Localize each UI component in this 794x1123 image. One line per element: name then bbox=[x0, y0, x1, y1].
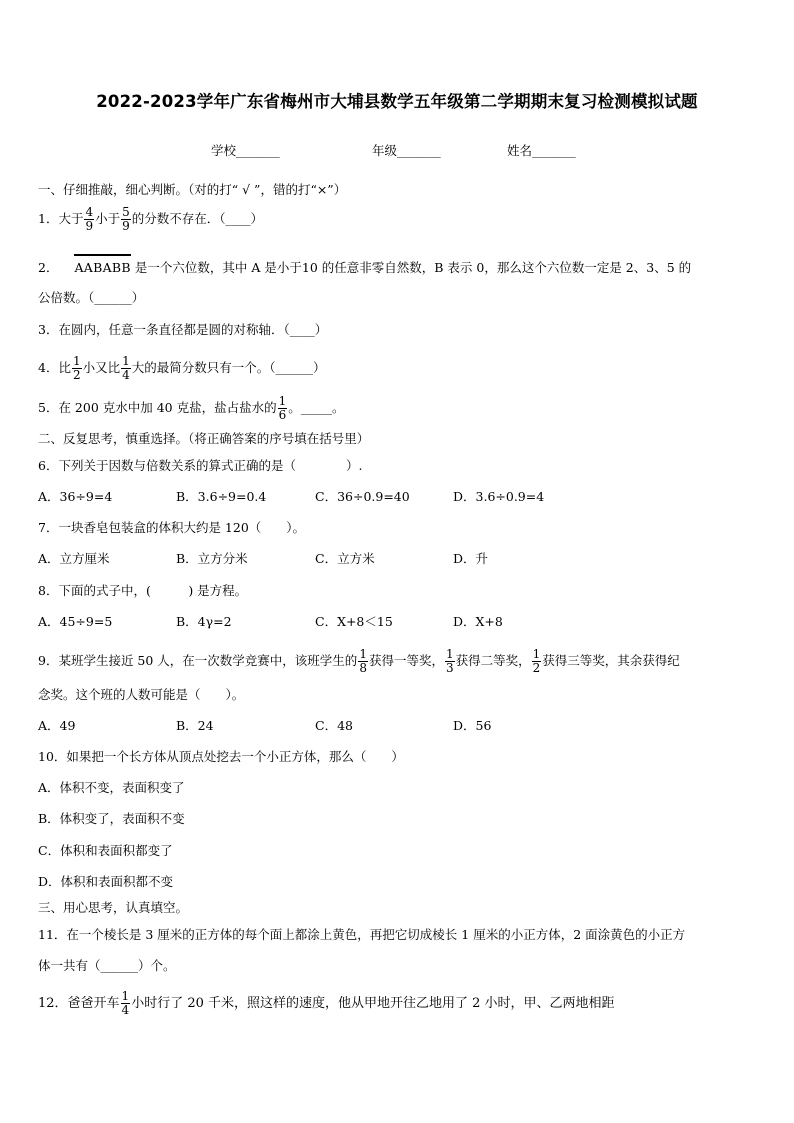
q9-fraction-1 bbox=[358, 648, 368, 675]
q9-fraction-2 bbox=[445, 648, 455, 675]
q9-t3: 获得三等奖，其余获得纪 bbox=[542, 653, 680, 668]
grade-blank: _______ bbox=[397, 143, 441, 158]
question-8: 8．下面的式子中，( ) 是方程。 bbox=[38, 583, 248, 598]
q4-f1-num: 1 bbox=[72, 354, 81, 368]
q4-pre: 4．比 bbox=[38, 360, 71, 375]
q5-post: 。_____。 bbox=[288, 400, 345, 415]
q9-fraction-3 bbox=[532, 648, 542, 675]
q9-f1-den: 8 bbox=[359, 661, 367, 675]
q10-option-d: D．体积和表面积都不变 bbox=[38, 874, 174, 889]
q12-pre: 12．爸爸开车 bbox=[38, 996, 120, 1011]
q5-pre: 5．在 200 克水中加 40 克盐，盐占盐水的 bbox=[38, 400, 277, 415]
q7-option-d: D．升 bbox=[453, 551, 489, 566]
q8-option-c: C．X+8＜15 bbox=[315, 614, 393, 629]
question-1 bbox=[38, 206, 263, 233]
q1-mid: 小于 bbox=[95, 211, 121, 226]
q2-num: 2． bbox=[38, 260, 59, 275]
q10-option-b: B．体积变了，表面积不变 bbox=[38, 811, 185, 826]
grade-label: 年级 bbox=[372, 143, 398, 158]
q4-f2-num: 1 bbox=[122, 354, 130, 368]
section-3-heading: 三、用心思考，认真填空。 bbox=[38, 900, 189, 915]
school-blank: _______ bbox=[236, 143, 280, 158]
question-6: 6．下列关于因数与倍数关系的算式正确的是（ ）. bbox=[38, 458, 363, 473]
q12-post: 小时行了 20 千米，照这样的速度，他从甲地开往乙地用了 2 小时，甲、乙两地相距 bbox=[131, 996, 615, 1011]
question-2 bbox=[38, 254, 691, 277]
q8-option-a: A．45÷9=5 bbox=[38, 614, 113, 629]
q1-f1-num: 4 bbox=[85, 205, 94, 219]
q4-fraction-1 bbox=[72, 355, 82, 382]
q10-option-c: C．体积和表面积都变了 bbox=[38, 843, 173, 858]
q7-option-a: A．立方厘米 bbox=[38, 551, 110, 566]
section-1-heading: 一、仔细推敲，细心判断。（对的打“ √ ”，错的打“×”） bbox=[38, 182, 347, 197]
q6-option-c: C．36÷0.9=40 bbox=[315, 489, 410, 504]
q1-pre: 1．大于 bbox=[38, 211, 84, 226]
name-blank: _______ bbox=[532, 143, 576, 158]
q1-post: 的分数不存在．（____） bbox=[131, 211, 264, 226]
q12-fraction bbox=[121, 990, 131, 1017]
page-title: 2022-2023学年广东省梅州市大埔县数学五年级第二学期期末复习检测模拟试题 bbox=[96, 92, 698, 111]
q5-f-num: 1 bbox=[278, 394, 287, 408]
q5-f-den: 6 bbox=[278, 408, 287, 422]
question-9 bbox=[38, 648, 680, 675]
q6-option-d: D．3.6÷0.9=4 bbox=[453, 489, 545, 504]
q9-f2-den: 3 bbox=[445, 661, 454, 675]
question-11-line2: 体一共有（______）个。 bbox=[38, 958, 176, 973]
question-7: 7．一块香皂包装盒的体积大约是 120（ ）。 bbox=[38, 520, 306, 535]
q9-t1: 获得一等奖， bbox=[368, 653, 444, 668]
q4-f1-den: 2 bbox=[72, 368, 81, 382]
q4-post: 大的最简分数只有一个。（______） bbox=[131, 360, 326, 375]
name-field bbox=[507, 141, 576, 159]
question-4 bbox=[38, 355, 326, 382]
q2-overline-number: AABABB bbox=[74, 254, 130, 277]
q6-option-a: A．36÷9=4 bbox=[38, 489, 113, 504]
question-3: 3．在圆内，任意一条直径都是圆的对称轴．（____） bbox=[38, 322, 328, 337]
q9-option-d: D．56 bbox=[453, 718, 492, 733]
q1-f2-den: 9 bbox=[122, 219, 130, 233]
q8-option-d: D．X+8 bbox=[453, 614, 503, 629]
q1-fraction-2 bbox=[121, 206, 131, 233]
q5-fraction bbox=[278, 395, 288, 422]
q1-fraction-1 bbox=[84, 206, 94, 233]
section-2-heading: 二、反复思考，慎重选择。（将正确答案的序号填在括号里） bbox=[38, 431, 370, 446]
q9-pre: 9．某班学生接近 50 人，在一次数学竞赛中，该班学生的 bbox=[38, 653, 358, 668]
q4-mid: 小又比 bbox=[82, 360, 121, 375]
q10-option-a: A．体积不变，表面积变了 bbox=[38, 780, 185, 795]
q9-option-a: A．49 bbox=[38, 718, 76, 733]
question-5 bbox=[38, 395, 345, 422]
q4-fraction-2 bbox=[121, 355, 131, 382]
q12-f-num: 1 bbox=[121, 989, 130, 1003]
q9-f3-num: 1 bbox=[532, 647, 541, 661]
q2-text: 是一个六位数，其中 A 是小于10 的任意非零自然数，B 表示 0，那么这个六位数一定是 2、3、5 的 bbox=[134, 260, 692, 275]
q12-f-den: 4 bbox=[121, 1003, 130, 1017]
question-12 bbox=[38, 990, 615, 1017]
grade-field bbox=[372, 141, 441, 159]
q6-option-b: B．3.6÷9=0.4 bbox=[176, 489, 267, 504]
q9-option-b: B．24 bbox=[176, 718, 214, 733]
q7-option-b: B．立方分米 bbox=[176, 551, 248, 566]
question-9-line2: 念奖。这个班的人数可能是（ ）。 bbox=[38, 687, 245, 702]
q1-f2-num: 5 bbox=[122, 205, 130, 219]
q4-f2-den: 4 bbox=[122, 368, 130, 382]
school-field bbox=[211, 141, 280, 159]
q8-option-b: B．4γ=2 bbox=[176, 614, 232, 629]
question-2-line2: 公倍数。（______） bbox=[38, 290, 145, 305]
q9-f1-num: 1 bbox=[359, 647, 367, 661]
q9-t2: 获得二等奖， bbox=[455, 653, 531, 668]
q9-f3-den: 2 bbox=[532, 661, 541, 675]
q9-f2-num: 1 bbox=[445, 647, 454, 661]
name-label: 姓名 bbox=[507, 143, 533, 158]
q9-option-c: C．48 bbox=[315, 718, 353, 733]
school-label: 学校 bbox=[211, 143, 237, 158]
question-10: 10．如果把一个长方体从顶点处挖去一个小正方体，那么（ ） bbox=[38, 749, 404, 764]
q7-option-c: C．立方米 bbox=[315, 551, 375, 566]
question-11: 11．在一个棱长是 3 厘米的正方体的每个面上都涂上黄色，再把它切成棱长 1 厘米的小正方体，2 面涂黄色的小正方 bbox=[38, 927, 686, 942]
q1-f1-den: 9 bbox=[85, 219, 94, 233]
